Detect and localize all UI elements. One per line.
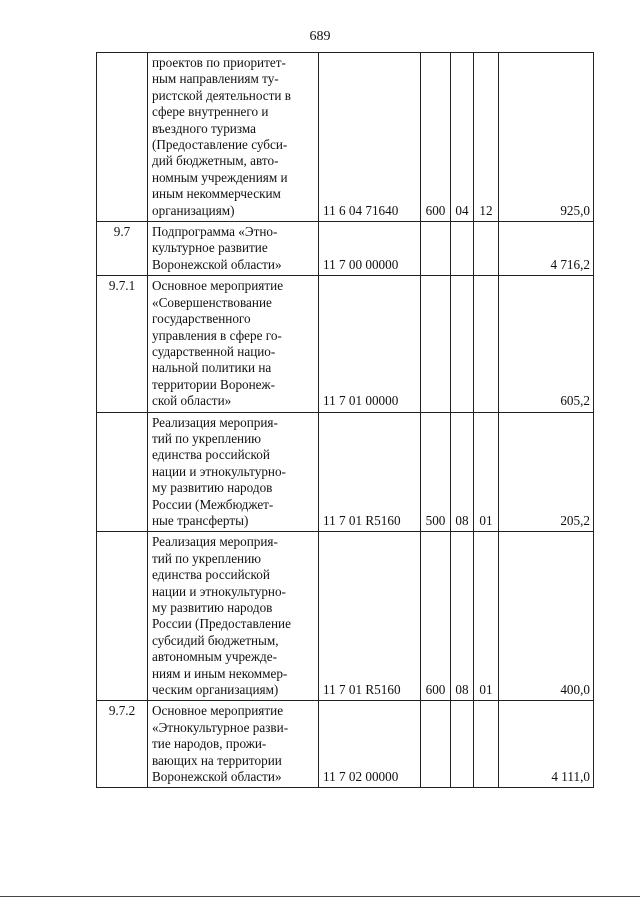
amount-cell: 4 716,2 [499,222,594,276]
row-name-line: иным некоммерческим [152,186,281,202]
row-name-line: дий бюджетным, авто- [152,153,279,169]
row-name-line: Подпрограмма «Этно- [152,224,278,240]
budget-table [96,52,594,788]
section-cell: 08 [451,532,474,701]
row-name-line: «Совершенствование [152,294,272,310]
row-name-cell [148,53,319,222]
row-name-line: ные трансферты) [152,512,249,528]
row-name-line: тие народов, прожи- [152,736,267,752]
row-number-cell [97,412,148,532]
section-cell [451,701,474,788]
expense-type-cell [421,222,451,276]
row-name-cell [148,222,319,276]
row-name-line: ской области» [152,393,232,409]
row-number-cell [97,532,148,701]
target-code-cell: 11 7 01 00000 [319,276,421,412]
row-name-line: культурное развитие [152,240,268,256]
row-name-cell [148,532,319,701]
row-name-line: нальной политики на [152,360,272,376]
table-body [97,53,594,788]
row-name-line: сфере внутреннего и [152,104,269,120]
row-name-line: му развитию народов [152,480,273,496]
row-name-line: Реализация мероприя- [152,534,278,550]
row-name-line: тий по укреплению [152,550,262,566]
row-name-line: нации и этнокультурно- [152,583,286,599]
table-row [97,276,594,412]
section-cell: 08 [451,412,474,532]
row-number-cell: 9.7.2 [97,701,148,788]
row-name-cell [148,412,319,532]
subsection-cell: 01 [474,532,499,701]
section-cell: 04 [451,53,474,222]
row-number-cell: 9.7.1 [97,276,148,412]
table-row [97,222,594,276]
amount-cell: 925,0 [499,53,594,222]
expense-type-cell: 600 [421,532,451,701]
row-name-line: территории Воронеж- [152,376,276,392]
row-name-line: Основное мероприятие [152,703,284,719]
row-name-line: нации и этнокультурно- [152,463,286,479]
expense-type-cell: 600 [421,53,451,222]
row-name-line: сударственной нацио- [152,343,276,359]
amount-cell: 400,0 [499,532,594,701]
row-name-line: единства российской [152,567,270,583]
page-number: 689 [309,29,331,44]
row-name-line: России (Межбюджет- [152,496,274,512]
row-name-line: единства российской [152,447,270,463]
row-name-line: Воронежской области» [152,256,282,272]
footer-rule [0,896,640,897]
amount-cell: 4 111,0 [499,701,594,788]
table-row [97,412,594,532]
row-name-line: управления в сфере го- [152,327,282,343]
target-code-cell: 11 7 00 00000 [319,222,421,276]
section-cell [451,222,474,276]
target-code-cell: 11 6 04 71640 [319,53,421,222]
amount-cell: 605,2 [499,276,594,412]
row-name-line: (Предоставление субси- [152,137,288,153]
row-name-line: Воронежской области» [152,769,282,785]
target-code-cell: 11 7 01 R5160 [319,412,421,532]
row-name-line: организациям) [152,202,235,218]
expense-type-cell [421,701,451,788]
row-name-line: тий по укреплению [152,430,262,446]
subsection-cell [474,222,499,276]
subsection-cell: 12 [474,53,499,222]
target-code-cell: 11 7 02 00000 [319,701,421,788]
row-name-line: ным направлениям ту- [152,71,279,87]
row-number-cell: 9.7 [97,222,148,276]
expense-type-cell [421,276,451,412]
row-name-line: вающих на территории [152,752,282,768]
row-name-line: ристской деятельности в [152,87,291,103]
subsection-cell: 01 [474,412,499,532]
row-number-cell [97,53,148,222]
row-name-line: России (Предоставление [152,616,291,632]
table-row [97,701,594,788]
row-name-cell [148,701,319,788]
row-name-line: ниям и иным некоммер- [152,665,288,681]
amount-cell: 205,2 [499,412,594,532]
expense-type-cell: 500 [421,412,451,532]
row-name-line: Основное мероприятие [152,278,284,294]
section-cell [451,276,474,412]
row-name-cell [148,276,319,412]
row-name-line: автономным учрежде- [152,649,277,665]
row-name-line: въездного туризма [152,120,256,136]
row-name-line: Реализация мероприя- [152,414,278,430]
row-name-line: государственного [152,311,251,327]
row-name-line: му развитию народов [152,600,273,615]
table-row [97,53,594,222]
row-name-line: субсидий бюджетным, [152,632,279,648]
subsection-cell [474,276,499,412]
table-row [97,532,594,701]
row-name-line: «Этнокультурное разви- [152,719,289,735]
row-name-line: ческим организациям) [152,682,279,698]
target-code-cell: 11 7 01 R5160 [319,532,421,701]
subsection-cell [474,701,499,788]
row-name-line: номным учреждениям и [152,169,288,185]
row-name-line: проектов по приоритет- [152,55,286,70]
